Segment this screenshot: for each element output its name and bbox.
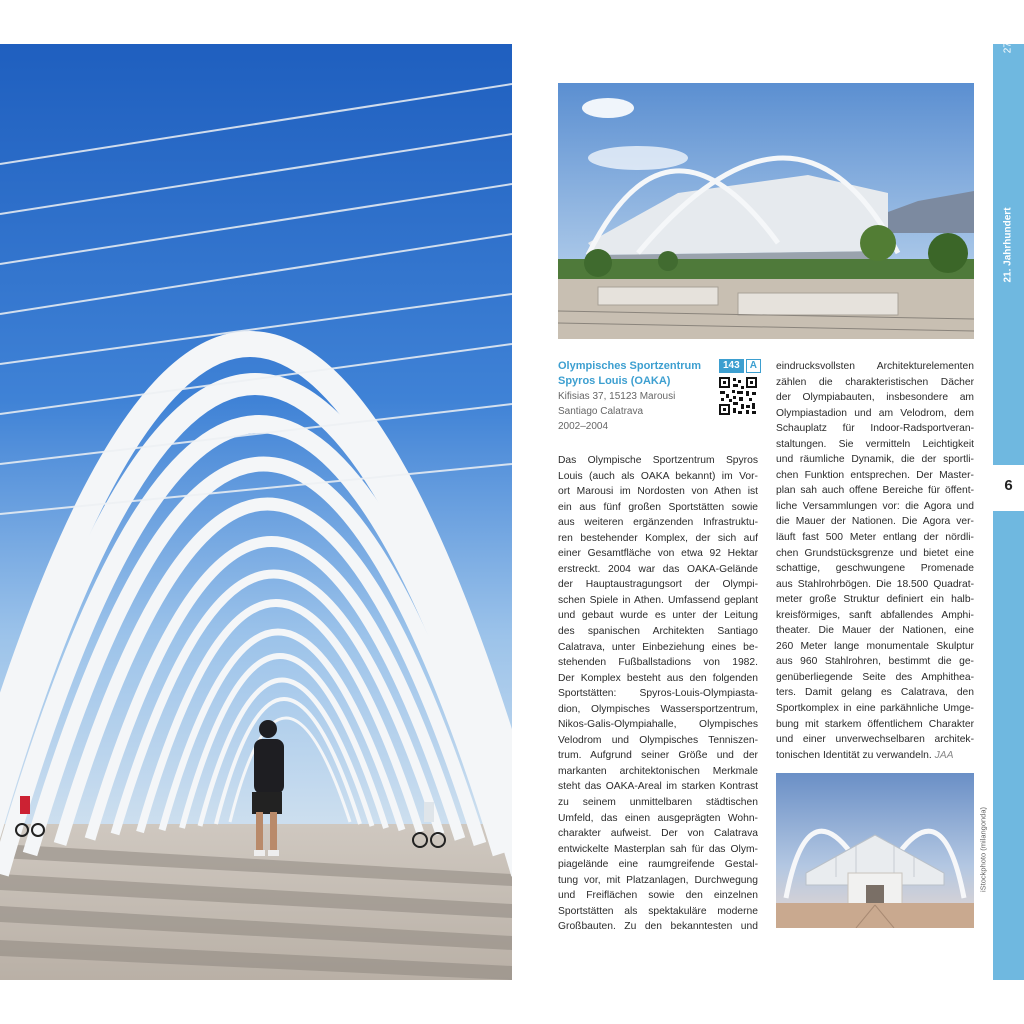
text-line: Umfeld, das einen ausgeprägten Wohn- <box>558 812 758 824</box>
text-line: trum. Aufgrund seiner Größe und der <box>558 750 758 762</box>
body-text-column-2 <box>776 359 974 763</box>
text-line: ein aus fünf großen Sportstätten sowie <box>558 501 758 513</box>
text-line: Olympiastadion und am Velodrom, dem <box>776 407 974 419</box>
qr-code-icon <box>719 377 757 415</box>
text-line: Velodrom und Olympisches Tenniszen- <box>558 734 758 746</box>
text-line: kreisförmiges, sanft abfallendes Amphi- <box>776 609 974 621</box>
text-line: erstreckt. 2004 war das OAKA-Gelände <box>558 563 758 575</box>
text-line: charakter aufweist. Der von Calatrava <box>558 828 758 840</box>
text-line: aus Stahlrohrbögen. Die 18.500 Quadrat- <box>776 578 974 590</box>
text-line: Der Komplex besteht aus den folgenden <box>558 672 758 684</box>
text-line: genüberliegende Seite des Amphithea- <box>776 671 974 683</box>
text-line: ters. Damit gelang es Calatrava, den <box>776 687 974 699</box>
text-line: ort Marousi im Nordosten von Athen ist <box>558 486 758 498</box>
text-line: des spanischen Architekten Santiago <box>558 626 758 638</box>
text-line: Großbauten. Zu den bekanntesten und <box>558 921 758 933</box>
text-line: markanten architektonischen Merkmale <box>558 765 758 777</box>
text-line: läuft fast 500 Meter entlang der nördli- <box>776 532 974 544</box>
text-line: ren bestehender Komplex, der sich auf <box>558 532 758 544</box>
text-line: und einer unverwechselbaren architek- <box>776 734 974 746</box>
text-line: chen Grundstücksgrenze und bietet eine <box>776 547 974 559</box>
text-line: und gebaut wurde es unter der Leitung <box>558 610 758 622</box>
author-initials: JAA <box>934 749 954 761</box>
text-line: tung vor, mit Platzanlagen, Durchwegung <box>558 874 758 886</box>
text-line: Das Olympische Sportzentrum Spyros <box>558 455 758 466</box>
text-line: schattige, geschwungene Promenade <box>776 563 974 575</box>
text-line: staltungen. Sie vermitteln Leichtigkeit <box>776 438 974 450</box>
photo-credit <box>977 773 989 928</box>
text-line: meter große Struktur definiert ein halb- <box>776 594 974 606</box>
text-line: Sportkomplex in eine parkähnliche Umge- <box>776 703 974 715</box>
chapter-number: 6 <box>1004 477 1013 494</box>
text-line: plan sah auch offene Bereiche für öffent- <box>776 485 974 497</box>
text-line: einer Gesamtfläche von etwa 92 Hektar <box>558 548 758 560</box>
text-line: tonischen Identität zu verwandeln. <box>776 749 932 761</box>
photo-credit-text: iStockphoto (milangonda) <box>978 806 988 893</box>
text-line: zu seinem unmittelbaren städtischen <box>558 797 758 809</box>
entry-title-line2: Spyros Louis (OAKA) <box>558 375 671 387</box>
text-line: bung mit starkem öffentlichem Charakter <box>776 718 974 730</box>
chapter-title: 21. Jahrhundert <box>1002 207 1014 283</box>
agora-arches-photo <box>0 44 512 980</box>
entry-years: 2002–2004 <box>558 421 609 432</box>
text-line: aus weiteren ergänzenden Infrastruktu- <box>558 517 758 529</box>
text-line: und räumliche Dynamik, die der sportli- <box>776 454 974 466</box>
text-line: Sportstätten: Spyros-Louis-Olympiasta- <box>558 688 758 700</box>
body-text-column-1 <box>558 453 758 935</box>
text-line: Nikos-Galis-Olympiahalle, Olympisches <box>558 719 758 731</box>
olympic-stadium-photo <box>558 83 974 339</box>
text-line: schen Spiele in Athen. Umfassend geplant <box>558 594 758 606</box>
text-line: Schauplatz für Indoor-Radsportveran- <box>776 423 974 435</box>
entry-address: Kifisias 37, 15123 Marousi <box>558 391 676 402</box>
map-reference-badge <box>719 359 761 373</box>
text-line: Sportstätten als spektakuläre moderne <box>558 905 758 917</box>
text-line: der Hauptaustragungsort der Olympi- <box>558 579 758 591</box>
entry-title-line1: Olympisches Sportzentrum <box>558 360 702 372</box>
text-line: aus 960 Stahlrohren, bestimmt die ge- <box>776 656 974 668</box>
text-line: entwickelte Masterplan sah für das Olym- <box>558 843 758 855</box>
badge-number: 143 <box>719 359 744 373</box>
text-line: eindrucksvollsten Architekturelementen <box>776 361 974 372</box>
text-line: stehenden Fußballstadions von 1982. <box>558 657 758 669</box>
text-line: der Olympiabauten, insbesondere am <box>776 392 974 404</box>
page-number: 279 <box>1002 36 1014 54</box>
text-line: piagelände eine raumgreifende Gestal- <box>558 859 758 871</box>
text-line: liche Versammlungen vor: die Agora und <box>776 500 974 512</box>
text-line: und Freiflächen sowie den einzelnen <box>558 890 758 902</box>
text-line: chen Funktion entsprechen. Der Master- <box>776 469 974 481</box>
text-line: dion, Olympisches Wassersportzentrum, <box>558 703 758 715</box>
chapter-sidebar-text <box>993 36 1024 464</box>
text-line: Louis (auch als OAKA bekannt) im Vor- <box>558 470 758 482</box>
entry-architect: Santiago Calatrava <box>558 406 644 417</box>
text-line: zählen die charakteristischen Dächer <box>776 376 974 388</box>
velodrome-photo <box>776 773 974 928</box>
text-line: theater. Die Mauer der Nationen, eine <box>776 625 974 637</box>
text-line: steht das OAKA-Areal im starken Kontrast <box>558 781 758 793</box>
badge-letter: A <box>746 359 761 373</box>
text-line: die Mauer der Nationen. Die Agora ver- <box>776 516 974 528</box>
text-line: Calatrava, unter Einbeziehung eines be- <box>558 641 758 653</box>
text-line-last <box>776 748 974 764</box>
text-line: 260 Meter lange monumentale Skulptur <box>776 640 974 652</box>
